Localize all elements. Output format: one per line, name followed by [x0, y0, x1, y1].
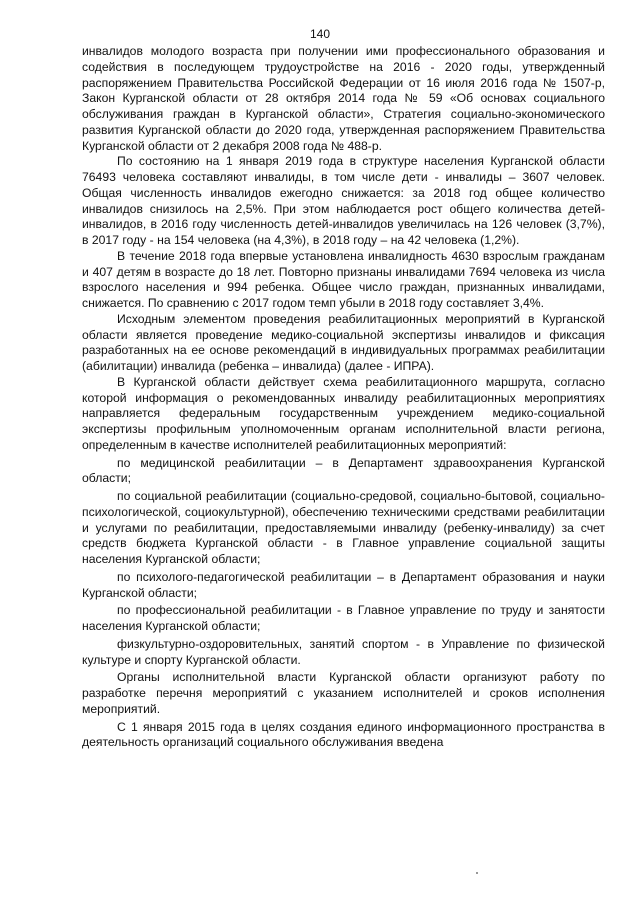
paragraph-4: Исходным элементом проведения реабилитационных мероприятий в Курганской области является проведение медико-социальной экспертизы инвалидов и фиксация разработанных на ее основе рекомендаций в индивидуальных программах реабилитации (абилитации) инвалида (ребенка – инвалида) (далее - ИПРА). [82, 311, 605, 373]
scan-speck [476, 872, 478, 874]
list-item-medical: по медицинской реабилитации – в Департамент здравоохранения Курганской области; [82, 455, 605, 486]
list-item-sport: физкультурно-оздоровительных, занятий спортом - в Управление по физической культуре и спорту Курганской области. [82, 636, 605, 667]
document-body [82, 44, 605, 751]
paragraph-6: Органы исполнительной власти Курганской области организуют работу по разработке перечня мероприятий с указанием исполнителей и сроков исполнения мероприятий. [82, 670, 605, 716]
paragraph-7: С 1 января 2015 года в целях создания единого информационного пространства в деятельность организаций социального обслуживания введена [82, 719, 605, 750]
paragraph-2: По состоянию на 1 января 2019 года в структуре населения Курганской области 76493 человека составляют инвалиды, в том числе дети - инвалиды – 3607 человек. Общая численность инвалидов ежегодно снижается: за 2018 год общее количество инвалидов снизилось на 2,5%. При этом наблюдается рост общего количества детей-инвалидов, в 2016 году численность детей-инвалидов увеличилась на 126 человек (3,7%), в 2017 году - на 154 человека (на 4,3%), в 2018 году – на 42 человека (1,2%). [82, 154, 605, 247]
paragraph-1: инвалидов молодого возраста при получении ими профессионального образования и содействия в последующем трудоустройстве на 2016 - 2020 годы, утвержденный распоряжением Правительства Российской Федерации от 16 июля 2016 года № 1507-р, Закон Курганской области от 28 октября 2014 года № 59 «Об основах социального обслуживания граждан в Курганской области», Стратегия социально-экономического развития Курганской области до 2020 года, утвержденная распоряжением Правительства Курганской области от 2 декабря 2008 года № 488-р. [82, 44, 605, 153]
list-item-professional: по профессиональной реабилитации - в Главное управление по труду и занятости населения Курганской области; [82, 603, 605, 633]
list-item-social: по социальной реабилитации (социально-средовой, социально-бытовой, социально-психологической, социокультурной), обеспечению техническими средствами реабилитации и услугами по реабилитации, предоставляемыми инвалиду (ребенку-инвалиду) за счет средств бюджета Курганской области - в Главное управление социальной защиты населения Курганской области; [82, 489, 605, 566]
paragraph-5: В Курганской области действует схема реабилитационного маршрута, согласно которой информация о рекомендованных инвалиду реабилитационных мероприятиях направляется федеральным государственным учреждением медико-социальной экспертизы профильным уполномоченным органам исполнительной власти региона, определенным в качестве исполнителей реабилитационных мероприятий: [82, 374, 605, 452]
list-item-psychological: по психолого-педагогической реабилитации – в Департамент образования и науки Курганской области; [82, 569, 605, 600]
page-number: 140 [309, 27, 331, 41]
paragraph-3: В течение 2018 года впервые установлена инвалидность 4630 взрослым гражданам и 407 детям в возрасте до 18 лет. Повторно признаны инвалидами 7694 человека из числа взрослого населения и 994 ребенка. Общее число граждан, признанных инвалидами, снижается. По сравнению с 2017 годом темп убыли в 2018 году составляет 3,4%. [82, 248, 605, 310]
